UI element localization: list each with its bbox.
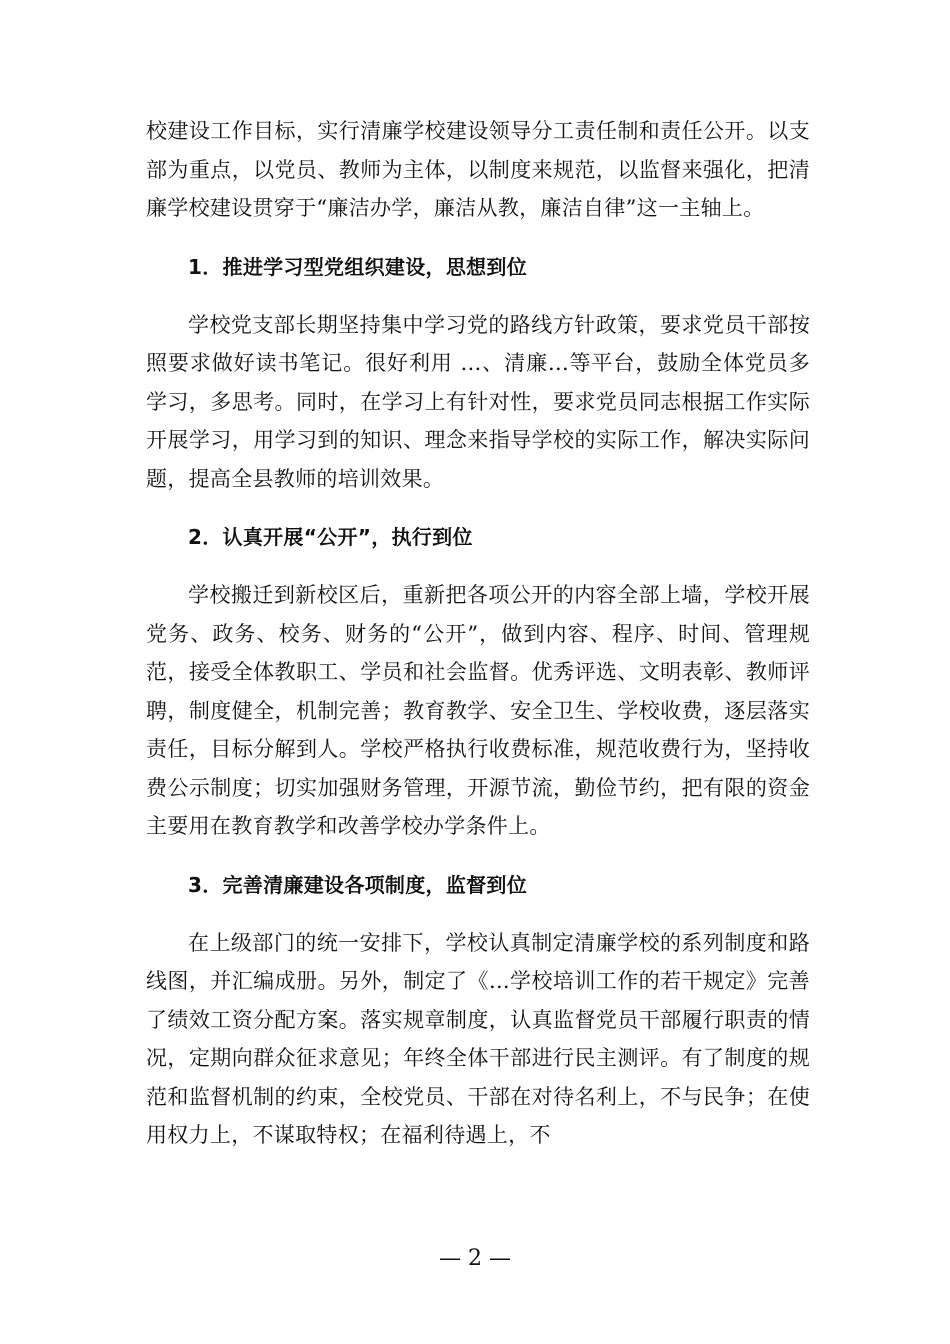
section-paragraph-2: 学校搬迁到新校区后，重新把各项公开的内容全部上墙，学校开展党务、政务、校务、财务的“公开”，做到内容、程序、时间、管理规范，接受全体教职工、学员和社会监督。优秀评选、文明表彰、教师评聘，制度健全，机制完善；教育教学、安全卫生、学校收费，逐层落实责任，目标分解到人。学校严格执行收费标准，规范收费行为，坚持收费公示制度；切实加强财务管理，开源节流，勤俭节约，把有限的资金主要用在教育教学和改善学校办学条件上。: [146, 583, 810, 838]
page-number: — 2 —: [439, 1246, 511, 1271]
section-paragraph-1: 学校党支部长期坚持集中学习党的路线方针政策，要求党员干部按照要求做好读书笔记。很好利用 …、清廉...等平台，鼓励全体党员多学习，多思考。同时，在学习上有针对性，要求党员同志根据工作实际开展学习，用学习到的知识、理念来指导学校的实际工作，解决实际问题，提高全县教师的培训效果。: [146, 312, 810, 491]
section-heading-3: 3．完善清廉建设各项制度，监督到位: [188, 872, 528, 897]
document-body: [146, 112, 810, 1155]
section-paragraph-3: 在上级部门的统一安排下，学校认真制定清廉学校的系列制度和路线图，并汇编成册。另外，制定了《...学校培训工作的若干规定》完善了绩效工资分配方案。落实规章制度，认真监督党员干部履行职责的情况，定期向群众征求意见；年终全体干部进行民主测评。有了制度的规范和监督机制的约束，全校党员、干部在对待名利上，不与民争；在使用权力上，不谋取特权；在福利待遇上，不: [146, 930, 810, 1147]
section-heading-1: 1．推进学习型党组织建设，思想到位: [188, 254, 528, 279]
section-heading-2: 2．认真开展“公开”，执行到位: [188, 525, 473, 549]
intro-paragraph: 校建设工作目标，实行清廉学校建设领导分工责任制和责任公开。以支部为重点，以党员、教师为主体，以制度来规范，以监督来强化，把清廉学校建设贯穿于“廉洁办学，廉洁从教，廉洁自律”这一主轴上。: [146, 119, 810, 220]
